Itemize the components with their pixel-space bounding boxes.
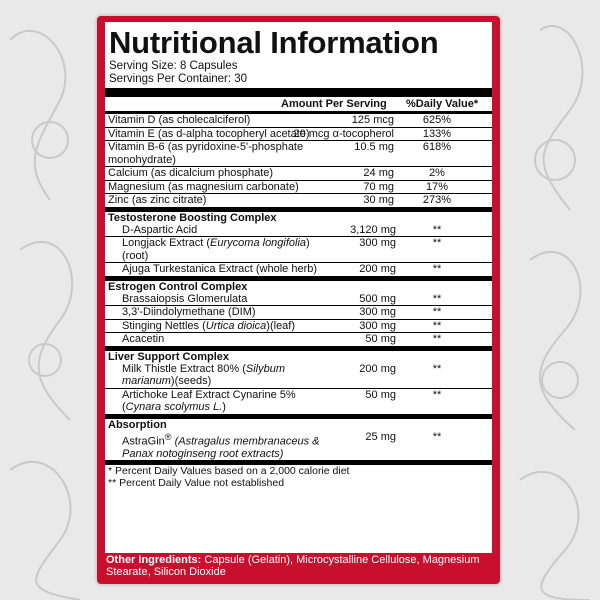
ingredient-amount: 300 mg [359,237,396,249]
ingredient-row [105,224,492,238]
ingredient-name: D-Aspartic Acid [122,223,198,236]
ingredient-name: Acacetin [122,333,165,345]
nutrient-dv: 618% [422,141,452,153]
nutrient-dv: 625% [422,114,452,126]
botanical-name: Urtica dioica [205,319,267,332]
nutrient-dv: 17% [425,180,449,193]
ingredient-name-suffix: ) [222,401,226,413]
nutrient-amount: 30 mg [363,194,394,206]
dv-header: %Daily Value* [406,98,479,110]
ingredient-row [105,237,492,263]
ingredient-dv: ** [432,237,442,249]
ingredient-row [105,389,492,415]
nutrient-name: Vitamin D (as cholecalciferol) [108,114,251,126]
ingredient-name-text: AstraGin [122,435,165,448]
botanical-name: Silybum marianum [122,362,286,387]
nutrient-amount: 24 mg [363,167,394,179]
ingredient-name-text: Artichoke Leaf Extract Cynarine 5% ( [122,388,296,413]
footnote-not-established: ** Percent Daily Value not established [108,477,285,490]
ingredient-amount: 300 mg [359,306,396,318]
ingredient-amount: 50 mg [365,388,396,401]
ingredient-name-text: Longjack Extract ( [122,237,211,249]
ingredient-dv: ** [432,430,442,443]
nutrient-name: Vitamin B-6 (as pyridoxine-5'-phosphate monohydrate) [108,141,304,166]
ingredient-name-text: Milk Thistle Extract 80% ( [122,362,246,375]
nutrient-amount: 70 mg [363,180,394,193]
ingredient-amount: 25 mg [365,430,396,443]
ingredient-row [105,263,492,277]
amount-header: Amount Per Serving [281,98,387,110]
ingredient-amount: 500 mg [359,292,396,305]
ingredient-name-suffix: )(seeds) [170,375,212,387]
servings-per-container: Servings Per Container: 30 [109,73,248,85]
ingredient-amount: 200 mg [359,362,396,375]
nutrient-name: Vitamin E (as d-alpha tocopheryl acetate) [108,127,310,140]
ingredient-name [105,320,327,333]
ingredient-amount: 300 mg [359,319,396,332]
ingredient-dv: ** [432,388,442,401]
botanical-name: (Astragalus membranaceus & Panax notoginseng root extracts) [122,435,320,460]
vitamin-row [105,128,492,142]
ingredient-dv: ** [432,263,442,275]
ingredient-amount: 3,120 mg [350,223,396,236]
other-ingredients-label: Other Ingredients: [106,554,202,566]
ingredient-row [105,363,492,389]
ingredient-name: Ajuga Turkestanica Extract (whole herb) [122,263,318,275]
ingredient-row [105,306,492,320]
ingredient-name: 3,3'-Diindolymethane (DIM) [122,306,256,318]
serving-size: Serving Size: 8 Capsules [109,60,238,72]
ingredient-dv: ** [432,319,442,332]
vitamin-row [105,194,492,208]
registered-mark: ® [164,431,172,442]
nutrition-label [105,22,492,553]
ingredient-name [105,431,327,461]
other-ingredients [106,554,486,578]
ingredient-dv: ** [432,306,442,318]
nutrient-name: Magnesium (as magnesium carbonate) [108,180,299,193]
section-title: Absorption [108,418,167,431]
section-title: Liver Support Complex [108,350,230,363]
nutrient-dv: 133% [422,127,452,140]
ingredient-name-suffix: )(leaf) [266,319,296,332]
label-title: Nutritional Information [109,25,439,60]
ingredient-row [105,293,492,307]
ingredient-dv: ** [432,333,442,345]
nutrient-dv: 2% [429,167,445,179]
ingredient-name: Brassaiopsis Glomerulata [122,292,248,305]
vitamin-row [105,141,492,167]
ingredient-name [105,389,327,414]
botanical-name: Cynara scolymus L. [125,401,223,413]
other-ingredients-text: Capsule (Gelatin), Microcystalline Cellulose, Magnesium Stearate, Silicon Dioxide [106,554,480,578]
nutrient-name: Calcium (as dicalcium phosphate) [108,167,274,179]
nutrient-amount: 20 mcg α-tocopherol [293,127,394,140]
ingredient-dv: ** [432,292,442,305]
ingredient-dv: ** [432,223,442,236]
ingredient-amount: 50 mg [365,333,396,345]
section-title: Testosterone Boosting Complex [108,211,277,224]
footnote-dv: * Percent Daily Values based on a 2,000 calorie diet [108,465,350,478]
nutrient-name: Zinc (as zinc citrate) [108,194,207,206]
nutrient-amount: 125 mcg [351,114,394,126]
vitamin-row [105,167,492,181]
ingredient-dv: ** [432,362,442,375]
ingredient-row [105,431,492,462]
vitamin-rows [105,114,492,208]
ingredient-name-suffix: ) (root) [122,237,310,262]
column-header [105,97,492,111]
nutrient-amount: 10.5 mg [354,141,394,153]
ingredient-row [105,320,492,334]
ingredient-name [105,363,327,388]
ingredient-name-text: Stinging Nettles ( [122,319,206,332]
nutrient-dv: 273% [422,194,452,206]
botanical-name: Eurycoma longifolia [210,237,307,249]
ingredient-row [105,333,492,347]
ingredient-name [105,237,327,262]
vitamin-row [105,181,492,195]
ingredient-amount: 200 mg [359,263,396,275]
thick-divider [105,88,492,97]
vitamin-row [105,114,492,128]
blend-sections [105,208,492,466]
section-title: Estrogen Control Complex [108,280,248,293]
